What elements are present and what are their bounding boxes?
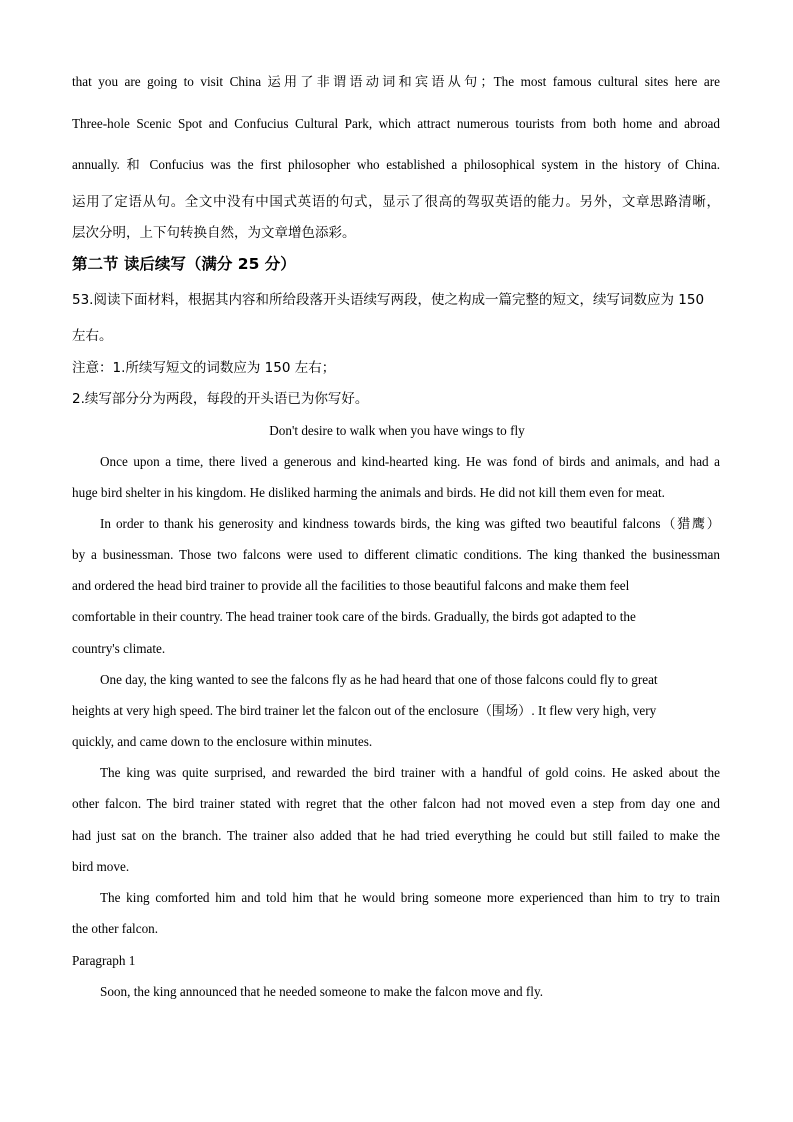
story-line: Once upon a time, there lived a generous and kind-hearted king. He was fond of birds and animals, and had a [100,454,720,469]
story-line: The king was quite surprised, and rewarded the bird trainer with a handful of gold coins. He asked about the [100,765,720,780]
analysis-line-1: that you are going to visit China 运用了非谓语动词和宾语从句；The most famous cultural sites here are [72,74,720,89]
question-line-1: 53.阅读下面材料，根据其内容和所给段落开头语续写两段，使之构成一篇完整的短文，续写词数应为 150 [72,292,705,308]
story-line: comfortable in their country. The head trainer took care of the birds. Gradually, the birds got adapted to the [72,609,636,624]
analysis-line-2: Three-hole Scenic Spot and Confucius Cultural Park, which attract numerous tourists from both home and abroad [72,116,720,131]
story-line: the other falcon. [72,921,159,936]
story-line: country's climate. [72,641,166,656]
paragraph-label: Paragraph 1 [72,953,136,968]
story-line: In order to thank his generosity and kindness towards birds, the king was gifted two beautiful falcons（猎鹰） [100,516,720,531]
note-line-1: 注意：1.所续写短文的词数应为 150 左右； [72,360,336,376]
note-line-2: 2.续写部分分为两段，每段的开头语已为你写好。 [72,391,369,407]
analysis-line-5: 层次分明，上下句转换自然，为文章增色添彩。 [72,225,356,241]
story-line: by a businessman. Those two falcons were used to different climatic conditions. The king thanked the businessman [72,547,720,562]
story-line: The king comforted him and told him that he would bring someone more experienced than him to try to train [100,890,720,905]
analysis-line-4: 运用了定语从句。全文中没有中国式英语的句式，显示了很高的驾驭英语的能力。另外，文章思路清晰， [72,194,720,210]
story-line: heights at very high speed. The bird trainer let the falcon out of the enclosure（围场）. It flew very high, very [72,703,657,718]
story-line: other falcon. The bird trainer stated with regret that the other falcon had not moved even a step from day one and [72,796,720,811]
section-heading: 第二节 读后续写（满分 25 分） [72,255,296,273]
question-line-2: 左右。 [72,328,113,344]
paragraph-opening-line: Soon, the king announced that he needed someone to make the falcon move and fly. [100,984,543,999]
story-line: had just sat on the branch. The trainer also added that he had tried everything he could but still failed to make the [72,828,720,843]
story-line: and ordered the head bird trainer to provide all the facilities to those beautiful falcons and make them feel [72,578,630,593]
story-line: One day, the king wanted to see the falcons fly as he had heard that one of those falcons could fly to great [100,672,658,687]
analysis-line-3: annually. 和 Confucius was the first philosopher who established a philosophical system in the history of China. [72,157,720,172]
story-line: bird move. [72,859,130,874]
story-title: Don't desire to walk when you have wings to fly [269,423,525,438]
story-line: quickly, and came down to the enclosure within minutes. [72,734,373,749]
story-line: huge bird shelter in his kingdom. He disliked harming the animals and birds. He did not kill them even for meat. [72,485,665,500]
